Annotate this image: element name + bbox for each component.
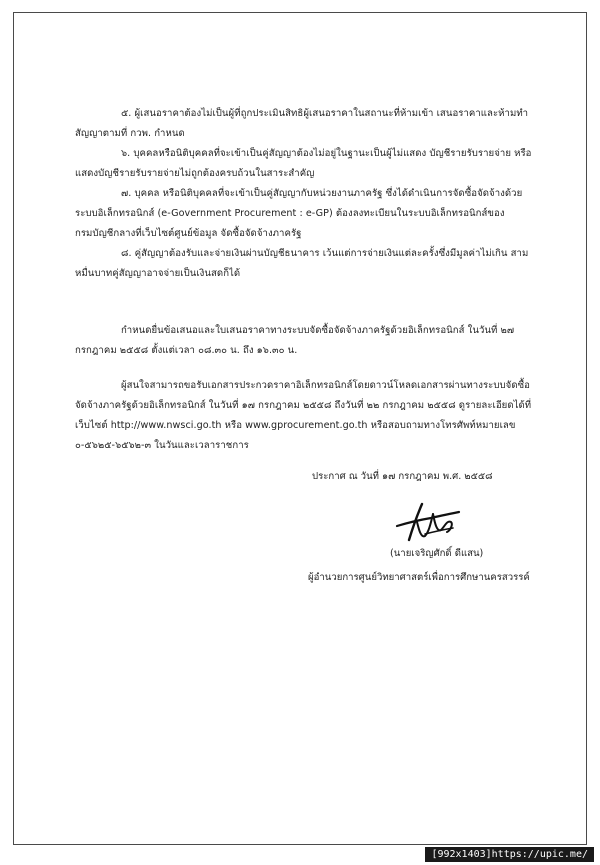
schedule-line-2: กรกฎาคม ๒๕๕๘ ตั้งแต่เวลา ๐๘.๓๐ น. ถึง ๑๖.๓๐ น. — [75, 345, 298, 356]
signer-position: ผู้อำนวยการศูนย์วิทยาศาสตร์เพื่อการศึกษานครสวรรค์ — [308, 572, 530, 583]
inquiry-line-1: ผู้สนใจสามารถขอรับเอกสารประกวดราคาอิเล็กทรอนิกส์โดยดาวน์โหลดเอกสารผ่านทางระบบจัดซื้อ — [121, 380, 530, 391]
schedule-continued — [75, 341, 575, 361]
signer-name: (นายเจริญศักดิ์ ดีแสน) — [390, 548, 484, 559]
clause-6-line-1: ๖. บุคคลหรือนิติบุคคลที่จะเข้าเป็นคู่สัญญาต้องไม่อยู่ในฐานะเป็นผู้ไม่แสดง บัญชีรายรับรายจ่าย หรือ — [121, 148, 532, 159]
clause-5-line-2: สัญญาตามที่ กวพ. กำหนด — [75, 128, 185, 139]
image-host-footer — [0, 845, 600, 865]
clause-5 — [75, 104, 575, 124]
inquiry-continued — [75, 396, 575, 456]
clause-8-continued — [75, 264, 575, 284]
clause-8 — [75, 244, 575, 264]
clause-7 — [75, 184, 575, 204]
schedule-paragraph — [75, 321, 575, 341]
image-host-badge[interactable]: [992x1403]https://upic.me/ — [425, 847, 594, 862]
clause-7-continued — [75, 204, 575, 244]
document-body — [75, 104, 575, 456]
inquiry-line-2: จัดจ้างภาครัฐด้วยอิเล็กทรอนิกส์ ในวันที่ ๑๗ กรกฎาคม ๒๕๕๘ ถึงวันที่ ๒๒ กรกฎาคม ๒๕๕๘ ดูรายละเอียดได้ที่ — [75, 400, 532, 411]
clause-7-line-2: ระบบอิเล็กทรอนิกส์ (e-Government Procurement : e-GP) ต้องลงทะเบียนในระบบอิเล็กทรอนิกส์ของ — [75, 208, 505, 219]
inquiry-line-4: ๐-๕๖๒๕-๖๕๖๒-๓ ในวันและเวลาราชการ — [75, 440, 249, 451]
handwritten-signature — [395, 500, 461, 542]
clause-5-continued — [75, 124, 575, 144]
clause-8-line-2: หมื่นบาทคู่สัญญาอาจจ่ายเป็นเงินสดก็ได้ — [75, 268, 241, 279]
clause-6-continued — [75, 164, 575, 184]
clause-6-line-2: แสดงบัญชีรายรับรายจ่ายไม่ถูกต้องครบถ้วนในสาระสำคัญ — [75, 168, 315, 179]
announcement-date: ประกาศ ณ วันที่ ๑๗ กรกฎาคม พ.ศ. ๒๕๕๘ — [312, 471, 493, 482]
inquiry-paragraph — [75, 376, 575, 396]
clause-8-line-1: ๘. คู่สัญญาต้องรับและจ่ายเงินผ่านบัญชีธนาคาร เว้นแต่การจ่ายเงินแต่ละครั้งซึ่งมีมูลค่าไม่เกิน สาม — [121, 248, 529, 259]
inquiry-line-3: เว็บไซต์ http://www.nwsci.go.th หรือ www.gprocurement.go.th หรือสอบถามทางโทรศัพท์หมายเลข — [75, 420, 516, 431]
clause-7-line-3: กรมบัญชีกลางที่เว็บไซต์ศูนย์ข้อมูล จัดซื้อจัดจ้างภาครัฐ — [75, 228, 302, 239]
clause-5-line-1: ๕. ผู้เสนอราคาต้องไม่เป็นผู้ที่ถูกประเมินสิทธิผู้เสนอราคาในสถานะที่ห้ามเข้า เสนอราคาและห้ามทำ — [121, 108, 529, 119]
clause-7-line-1: ๗. บุคคล หรือนิติบุคคลที่จะเข้าเป็นคู่สัญญากับหน่วยงานภาครัฐ ซึ่งได้ดำเนินการจัดซื้อจัดจ้างด้วย — [121, 188, 523, 199]
schedule-line-1: กำหนดยื่นข้อเสนอและใบเสนอราคาทางระบบจัดซื้อจัดจ้างภาครัฐด้วยอิเล็กทรอนิกส์ ในวันที่ ๒๗ — [121, 325, 515, 336]
clause-6 — [75, 144, 575, 164]
